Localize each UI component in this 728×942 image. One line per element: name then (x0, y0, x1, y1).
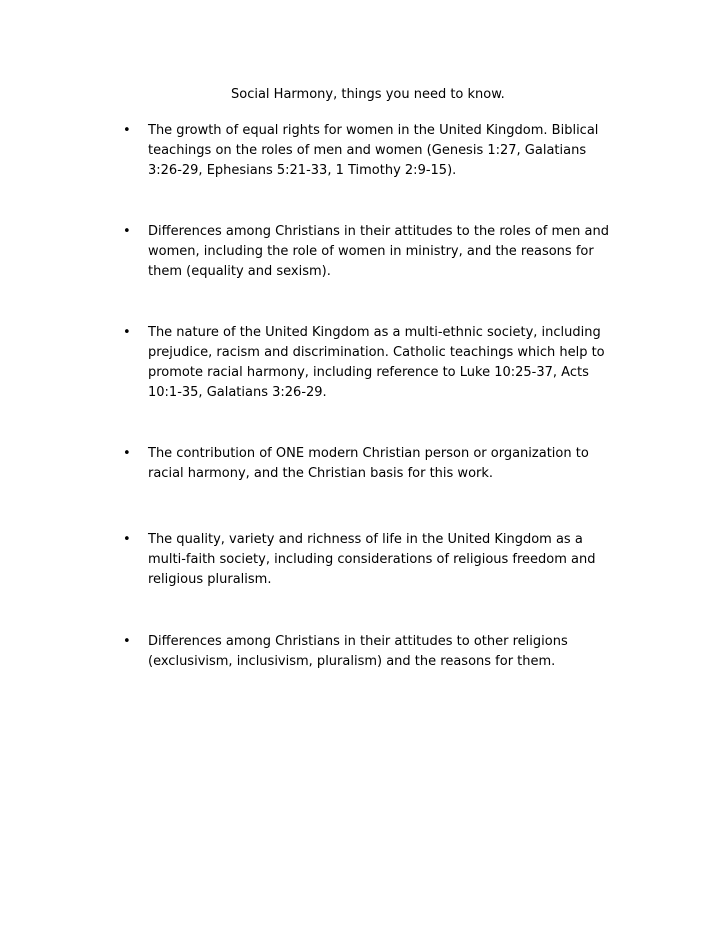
bullet-icon: • (123, 224, 131, 239)
list-item-text: The growth of equal rights for women in the United Kingdom. Biblical teachings on the roles of men and women (Genesis 1:27, Galatians 3:26-29, Ephesians 5:21-33, 1 Timothy 2:9-15). (148, 123, 599, 178)
bullet-icon: • (123, 325, 131, 340)
bullet-icon: • (123, 446, 131, 461)
bullet-icon: • (123, 634, 131, 649)
document-title: Social Harmony, things you need to know. (231, 87, 505, 102)
bullet-icon: • (123, 123, 131, 138)
list-item-text: Differences among Christians in their attitudes to other religions (exclusivism, inclusivism, pluralism) and the reasons for them. (148, 634, 568, 669)
list-item-text: The quality, variety and richness of life in the United Kingdom as a multi-faith society, including considerations of religious freedom and religious pluralism. (148, 532, 596, 587)
bullet-icon: • (123, 532, 131, 547)
list-item-text: The nature of the United Kingdom as a multi-ethnic society, including prejudice, racism and discrimination. Catholic teachings which help to promote racial harmony, including reference to Luke 10:25-37, Acts 10:1-35, Galatians 3:26-29. (148, 325, 605, 400)
list-item-text: Differences among Christians in their attitudes to the roles of men and women, including the role of women in ministry, and the reasons for them (equality and sexism). (148, 224, 609, 279)
list-item-text: The contribution of ONE modern Christian person or organization to racial harmony, and the Christian basis for this work. (148, 446, 589, 481)
